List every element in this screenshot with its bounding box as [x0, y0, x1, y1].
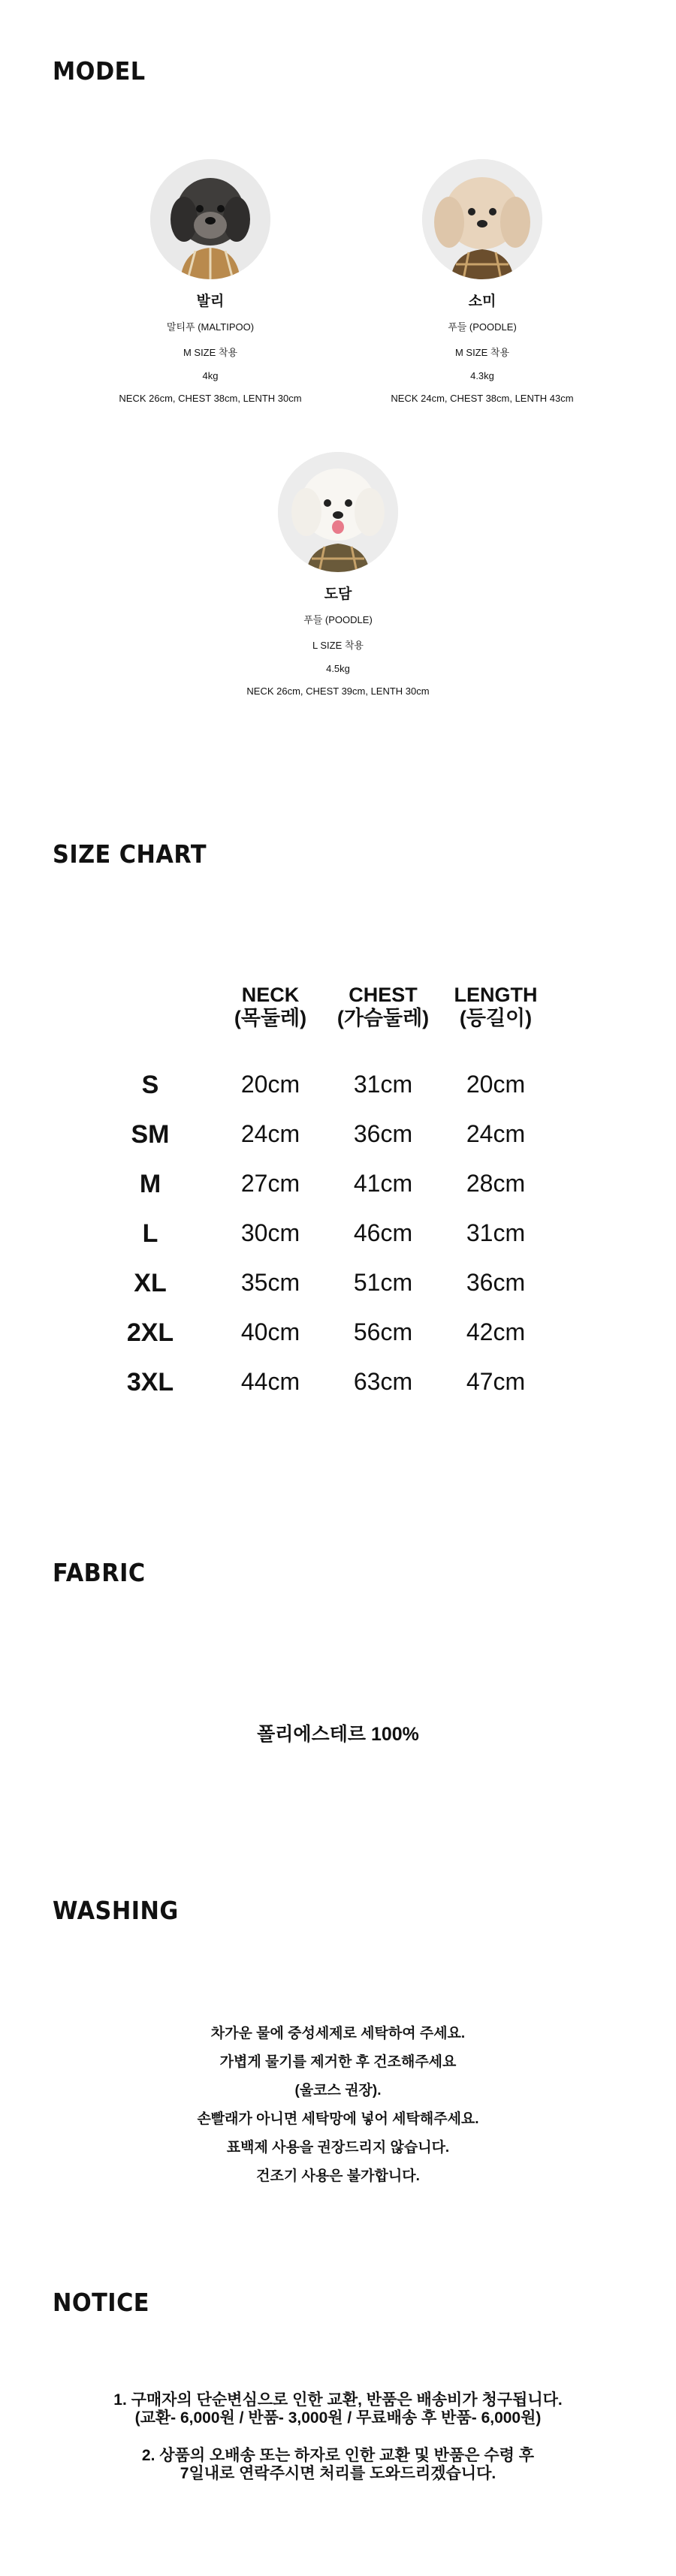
model-breed: 푸들 (POODLE) — [303, 614, 373, 625]
chest-value: 63cm — [353, 1368, 413, 1395]
model-size: M SIZE 착용 — [183, 347, 238, 358]
table-row — [113, 1368, 563, 1398]
chest-value: 36cm — [353, 1120, 413, 1147]
table-row — [113, 1170, 563, 1200]
header-neck — [207, 984, 334, 1030]
neck-value: 24cm — [240, 1120, 300, 1147]
chest-value: 31cm — [353, 1071, 413, 1098]
table-row — [113, 1120, 563, 1150]
washing-line: 차가운 물에 중성세제로 세탁하여 주세요. — [210, 2026, 466, 2041]
model-card — [75, 159, 346, 404]
size-label: 2XL — [126, 1318, 174, 1347]
header-neck-ko: (목둘레) — [234, 1007, 307, 1029]
section-title-fabric: FABRIC — [53, 1558, 146, 1587]
neck-value: 35cm — [240, 1269, 300, 1296]
washing-instructions — [0, 2020, 676, 2191]
header-length-en: LENGTH — [454, 984, 538, 1006]
model-name: 도담 — [324, 586, 352, 602]
size-label: S — [141, 1071, 159, 1099]
model-photo — [278, 452, 398, 572]
notice-line: 7일내로 연락주시면 처리를 도와드리겠습니다. — [180, 2465, 496, 2482]
chest-value: 46cm — [353, 1219, 413, 1246]
model-size: L SIZE 착용 — [312, 640, 364, 651]
neck-value: 30cm — [240, 1219, 300, 1246]
length-value: 24cm — [466, 1120, 526, 1147]
washing-line: 건조기 사용은 불가합니다. — [256, 2168, 420, 2184]
notice-line: 2. 상품의 오배송 또는 하자로 인한 교환 및 반품은 수령 후 — [141, 2447, 535, 2464]
length-value: 42cm — [466, 1318, 526, 1345]
length-value: 31cm — [466, 1219, 526, 1246]
size-label: M — [139, 1170, 161, 1198]
header-length-ko: (등길이) — [459, 1007, 533, 1029]
model-breed: 푸들 (POODLE) — [448, 321, 517, 333]
length-value: 36cm — [466, 1269, 526, 1296]
table-row — [113, 1219, 563, 1249]
table-row — [113, 1071, 563, 1101]
length-value: 20cm — [466, 1071, 526, 1098]
model-photo — [150, 159, 270, 279]
section-title-notice: NOTICE — [53, 2288, 150, 2317]
model-measure: NECK 26cm, CHEST 38cm, LENTH 30cm — [119, 393, 302, 404]
header-chest-ko: (가슴둘레) — [336, 1007, 430, 1029]
model-weight: 4kg — [202, 370, 219, 381]
length-value: 28cm — [466, 1170, 526, 1197]
size-label: L — [142, 1219, 158, 1248]
notice-line: (교환- 6,000원 / 반품- 3,000원 / 무료배송 후 반품- 6,000원) — [134, 2409, 542, 2427]
model-card — [347, 159, 617, 404]
model-measure: NECK 24cm, CHEST 38cm, LENTH 43cm — [391, 393, 574, 404]
model-breed: 말티푸 (MALTIPOO) — [166, 321, 255, 333]
neck-value: 20cm — [240, 1071, 300, 1098]
washing-line: 표백제 사용을 권장드리지 않습니다. — [226, 2140, 450, 2156]
washing-line: 손빨래가 아니면 세탁망에 넣어 세탁해주세요. — [197, 2111, 479, 2127]
neck-value: 27cm — [240, 1170, 300, 1197]
section-title-model: MODEL — [53, 56, 146, 86]
chest-value: 56cm — [353, 1318, 413, 1345]
model-name: 소미 — [468, 294, 496, 309]
model-weight: 4.5kg — [326, 663, 350, 674]
header-chest — [319, 984, 447, 1030]
neck-value: 40cm — [240, 1318, 300, 1345]
neck-value: 44cm — [240, 1368, 300, 1395]
header-neck-en: NECK — [241, 984, 300, 1006]
model-card — [203, 452, 473, 697]
chest-value: 41cm — [353, 1170, 413, 1197]
washing-line: 가볍게 물기를 제거한 후 건조해주세요 — [219, 2054, 457, 2070]
length-value: 47cm — [466, 1368, 526, 1395]
size-label: SM — [131, 1120, 170, 1149]
model-name: 발리 — [196, 294, 225, 309]
size-label: 3XL — [126, 1368, 174, 1396]
section-title-washing: WASHING — [53, 1896, 179, 1925]
washing-line: (울코스 권장). — [294, 2083, 382, 2098]
header-length — [432, 984, 560, 1030]
table-row — [113, 1318, 563, 1348]
fabric-value: 폴리에스테르 100% — [257, 1724, 419, 1745]
section-title-size-chart: SIZE CHART — [53, 839, 207, 869]
table-row — [113, 1269, 563, 1299]
notice-text — [0, 2391, 676, 2483]
notice-line: 1. 구매자의 단순변심으로 인한 교환, 반품은 배송비가 청구됩니다. — [113, 2391, 563, 2409]
header-chest-en: CHEST — [349, 984, 418, 1006]
model-weight: 4.3kg — [470, 370, 494, 381]
size-label: XL — [134, 1269, 167, 1297]
model-measure: NECK 26cm, CHEST 39cm, LENTH 30cm — [246, 685, 430, 697]
model-size: M SIZE 착용 — [454, 347, 510, 358]
model-photo — [422, 159, 542, 279]
chest-value: 51cm — [353, 1269, 413, 1296]
